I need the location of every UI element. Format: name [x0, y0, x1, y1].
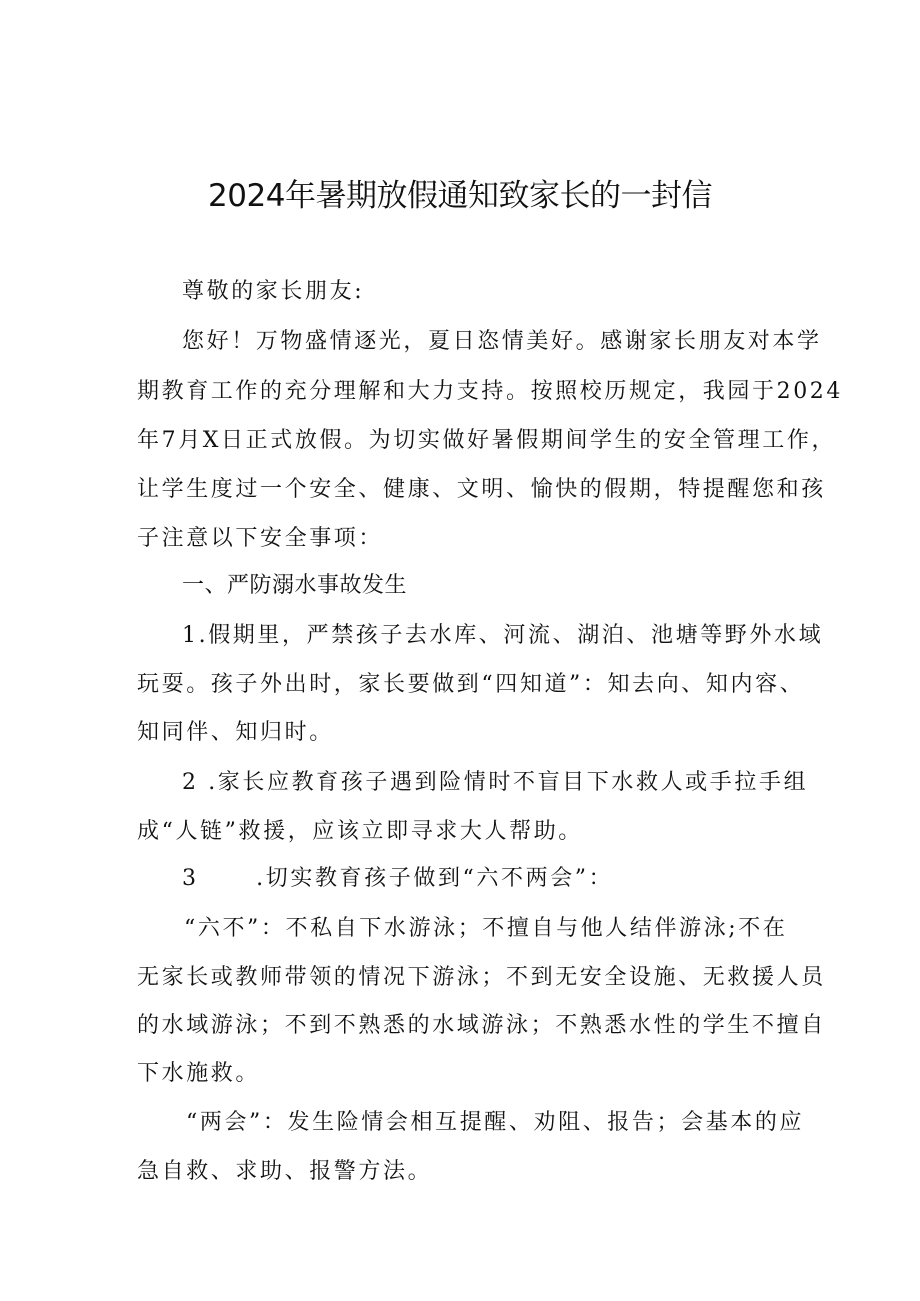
liubu-line-3: 的水域游泳；不到不熟悉的水域游泳；不熟悉水性的学生不擅自 [137, 1013, 826, 1038]
intro-line-4: 让学生度过一个安全、健康、文明、愉快的假期，特提醒您和孩 [137, 477, 826, 502]
document-title: 2024年暑期放假通知致家长的一封信 [208, 178, 712, 214]
liubu-line-4: 下水施救。 [137, 1061, 261, 1086]
item2-line-1: 2 .家长应教育孩子遇到险情时不盲目下水救人或手拉手组 [182, 770, 809, 795]
liubu-line-2: 无家长或教师带领的情况下游泳；不到无安全设施、无救援人员 [137, 965, 826, 990]
intro-line-3: 年7月X日正式放假。为切实做好暑假期间学生的安全管理工作， [137, 428, 837, 453]
item2-line-2: 成“人链”救援，应该立即寻求大人帮助。 [137, 819, 583, 844]
item1-line-3: 知同伴、知归时。 [137, 720, 334, 745]
item1-line-2: 玩耍。孩子外出时，家长要做到“四知道”：知去向、知内容、 [137, 672, 805, 697]
lianghui-line-2: 急自救、求助、报警方法。 [137, 1159, 433, 1184]
lianghui-line-1: “两会”：发生险情会相互提醒、劝阻、报告；会基本的应 [186, 1110, 805, 1135]
item3-line: 3 .切实教育孩子做到“六不两会”： [182, 866, 614, 891]
intro-line-2: 期教育工作的充分理解和大力支持。按照校历规定，我园于2024 [137, 379, 843, 404]
item1-line-1: 1.假期里，严禁孩子去水库、河流、湖泊、池塘等野外水域 [182, 623, 824, 648]
intro-line-1: 您好！万物盛情逐光，夏日恣情美好。感谢家长朋友对本学 [182, 329, 822, 354]
section-heading-1: 一、严防溺水事故发生 [182, 573, 408, 598]
greeting: 尊敬的家长朋友: [182, 279, 365, 304]
intro-line-5: 子注意以下安全事项： [137, 526, 384, 551]
liubu-line-1: “六不”：不私自下水游泳；不擅自与他人结伴游泳;不在 [184, 916, 788, 941]
